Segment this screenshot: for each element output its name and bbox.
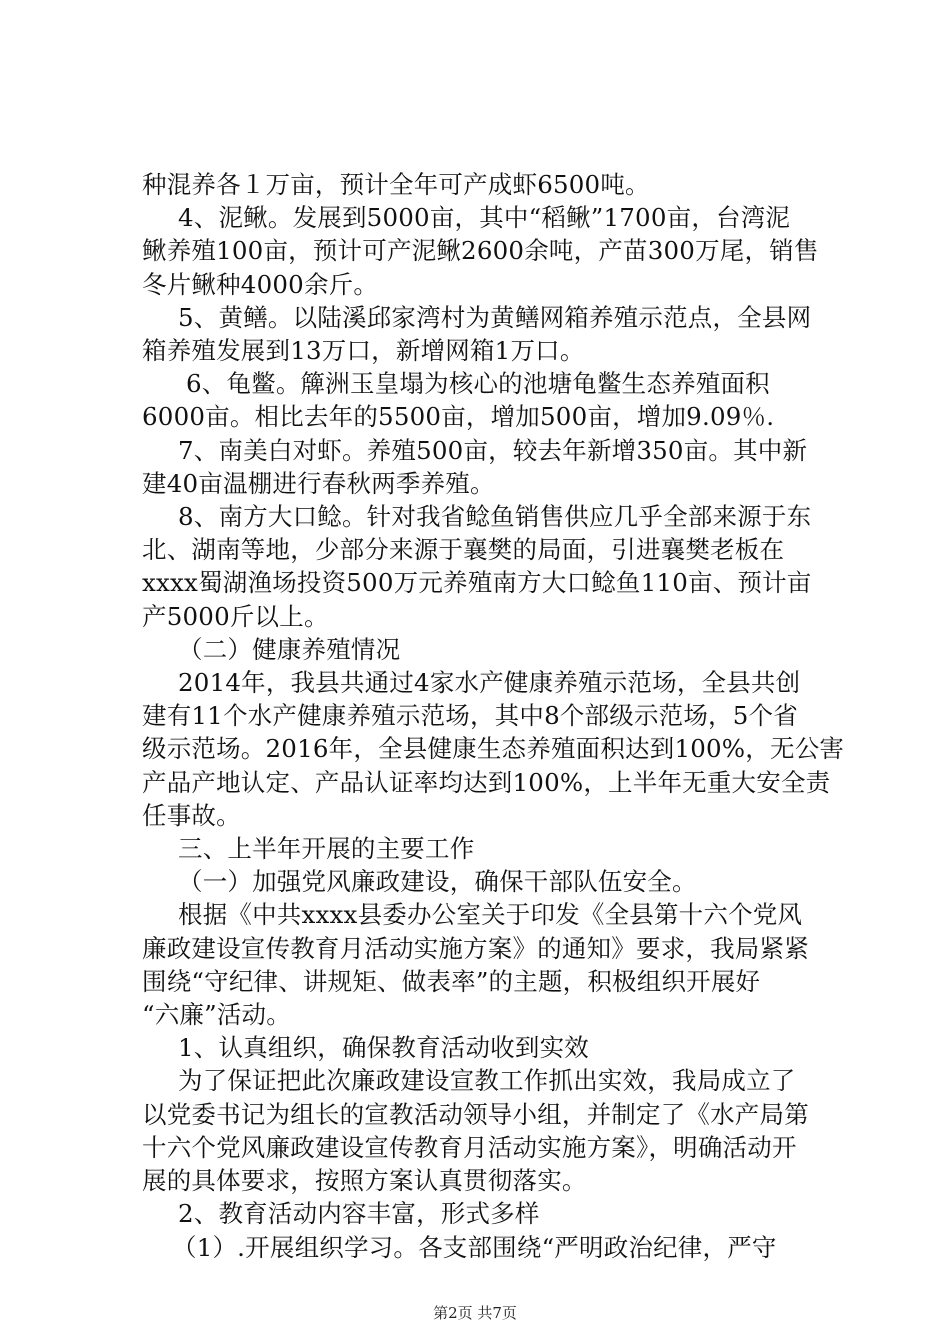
paragraph: [142, 666, 845, 832]
text-line: 1、认真组织，确保教育活动收到实效: [178, 1033, 589, 1063]
page-number-label: 第2页 共7页: [433, 1304, 517, 1322]
text-line: （1）.开展组织学习。各支部围绕“严明政治纪律，严守: [172, 1232, 777, 1262]
text-line: 廉政建设宣传教育月活动实施方案》的通知》要求，我局紧紧: [142, 933, 809, 963]
paragraph: [142, 898, 832, 1031]
text-line: 冬片鳅种4000余斤。: [142, 269, 379, 299]
page-footer: [0, 1303, 950, 1323]
text-line: xxxx蜀湖渔场投资500万元养殖南方大口鲶鱼110亩、预计亩: [142, 568, 812, 598]
text-line: 北、湖南等地，少部分来源于襄樊的局面，引进襄樊老板在: [142, 535, 785, 565]
text-line: 级示范场。2016年，全县健康生态养殖面积达到100%，无公害: [142, 734, 845, 764]
text-line: 任事故。: [142, 800, 241, 830]
paragraph: [142, 633, 832, 666]
text-line: 建有11个水产健康养殖示范场，其中8个部级示范场，5个省: [142, 701, 798, 731]
text-line: 为了保证把此次廉政建设宣教工作抓出实效，我局成立了: [178, 1066, 796, 1096]
text-line: 展的具体要求，按照方案认真贯彻落实。: [142, 1166, 587, 1196]
text-line: 围绕“守纪律、讲规矩、做表率”的主题，积极组织开展好: [142, 966, 761, 996]
text-line: 十六个党风廉政建设宣传教育月活动实施方案》，明确活动开: [142, 1132, 797, 1162]
paragraph: [142, 201, 832, 301]
text-line: （二）健康养殖情况: [178, 634, 401, 664]
text-line: 种混养各１万亩，预计全年可产成虾6500吨。: [142, 170, 650, 199]
text-line: 建40亩温棚进行春秋两季养殖。: [142, 468, 495, 498]
paragraph: [142, 865, 832, 898]
text-line: 三、上半年开展的主要工作: [178, 834, 475, 864]
paragraph: [142, 168, 832, 201]
paragraph: [142, 434, 832, 500]
paragraph: [142, 1231, 832, 1264]
text-line: 5、黄鳝。以陆溪邱家湾村为黄鳝网箱养殖示范点，全县网: [178, 302, 812, 332]
paragraph: [142, 500, 832, 633]
paragraph: [142, 301, 832, 367]
text-line: “六廉”活动。: [142, 1000, 291, 1030]
text-line: 箱养殖发展到13万口，新增网箱1万口。: [142, 336, 585, 366]
text-line: 产5000斤以上。: [142, 601, 329, 631]
text-line: 产品产地认定、产品认证率均达到100%，上半年无重大安全责: [142, 767, 831, 797]
document-body: [142, 168, 845, 1264]
text-line: 2014年，我县共通过4家水产健康养殖示范场，全县共创: [178, 668, 801, 698]
text-line: 以党委书记为组长的宣教活动领导小组，并制定了《水产局第: [142, 1099, 809, 1129]
text-line: 根据《中共xxxx县委办公室关于印发《全县第十六个党风: [178, 900, 803, 930]
paragraph: [142, 1197, 832, 1230]
text-line: （一）加强党风廉政建设，确保干部队伍安全。: [178, 867, 697, 897]
paragraph: [142, 1031, 832, 1064]
text-line: 6000亩。相比去年的5500亩，增加500亩，增加9.09％.: [142, 402, 775, 432]
text-line: 7、南美白对虾。养殖500亩，较去年新增350亩。其中新: [178, 435, 808, 465]
paragraph: [142, 1064, 832, 1197]
text-line: 8、南方大口鲶。针对我省鲶鱼销售供应几乎全部来源于东: [178, 502, 812, 532]
paragraph: [142, 367, 832, 433]
text-line: 鳅养殖100亩，预计可产泥鳅2600余吨，产苗300万尾，销售: [142, 236, 819, 266]
text-line: 6、龟鳖。簰洲玉皇塌为核心的池塘龟鳖生态养殖面积: [186, 369, 770, 399]
paragraph: [142, 832, 832, 865]
text-line: 2、教育活动内容丰富，形式多样: [178, 1199, 540, 1229]
text-line: 4、泥鳅。发展到5000亩，其中“稻鳅”1700亩，台湾泥: [178, 203, 791, 233]
